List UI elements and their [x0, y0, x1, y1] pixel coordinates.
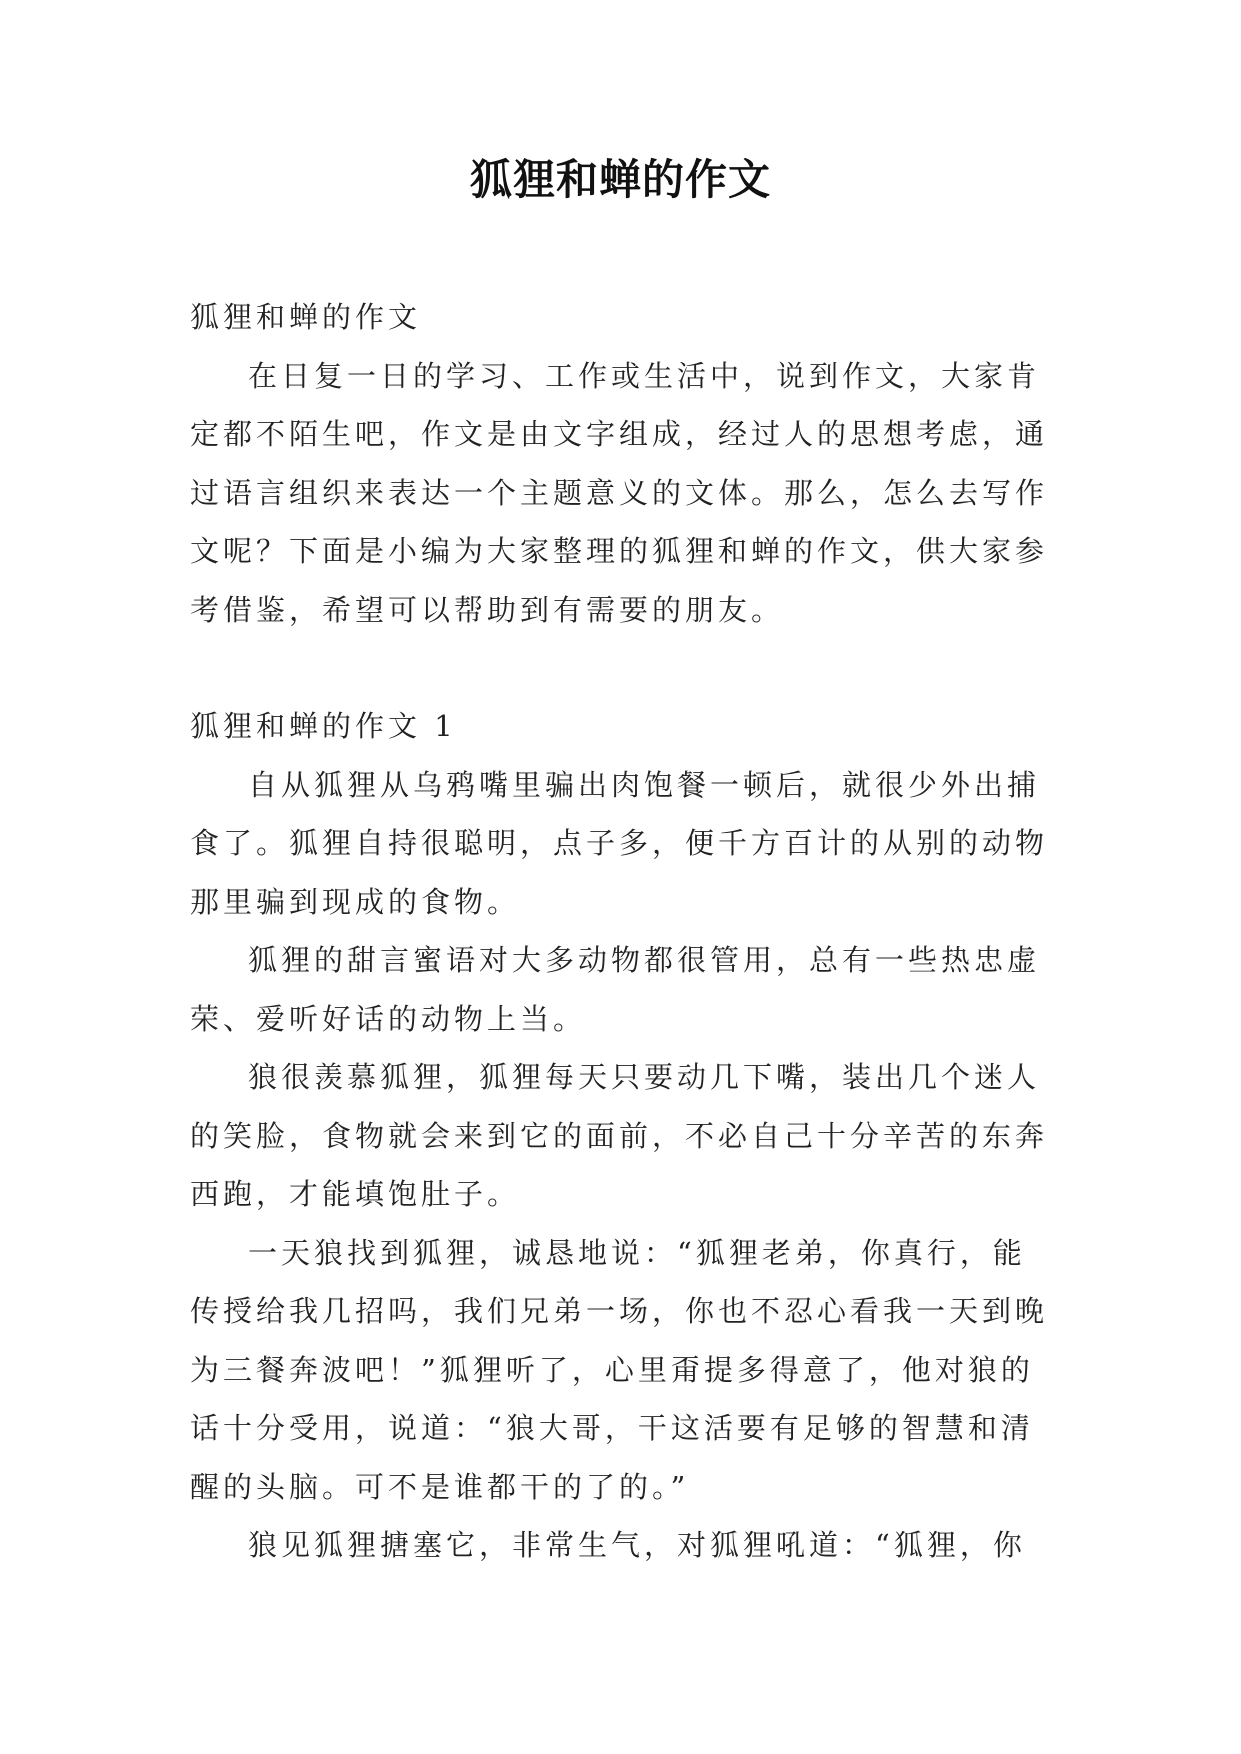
document-title: 狐狸和蝉的作文 [469, 155, 771, 204]
document-body [190, 288, 1050, 1575]
body-paragraph-5: 狼见狐狸搪塞它，非常生气，对狐狸吼道：“狐狸，你 [248, 1528, 1026, 1562]
intro-paragraph: 在日复一日的学习、工作或生活中，说到作文，大家肯定都不陌生吧，作文是由文字组成，经过人的思想考虑，通过语言组织来表达一个主题意义的文体。那么，怎么去写作文呢？下面是小编为大家整理的狐狸和蝉的作文，供大家参考借鉴，希望可以帮助到有需要的朋友。 [190, 358, 1049, 627]
body-paragraph-1: 自从狐狸从乌鸦嘴里骗出肉饱餐一顿后，就很少外出捕食了。狐狸自持很聪明，点子多，便千方百计的从别的动物那里骗到现成的食物。 [190, 767, 1049, 919]
body-paragraph-2: 狐狸的甜言蜜语对大多动物都很管用，总有一些热忠虚荣、爱听好话的动物上当。 [190, 943, 1041, 1036]
body-paragraph-3: 狼很羡慕狐狸，狐狸每天只要动几下嘴，装出几个迷人的笑脸，食物就会来到它的面前，不必自己十分辛苦的东奔西跑，才能填饱肚子。 [190, 1060, 1049, 1211]
section-heading: 狐狸和蝉的作文 1 [190, 709, 457, 743]
body-paragraph-4: 一天狼找到狐狸，诚恳地说：“狐狸老弟，你真行，能传授给我几招吗，我们兄弟一场，你也不忍心看我一天到晚为三餐奔波吧！”狐狸听了，心里甭提多得意了，他对狼的话十分受用，说道：“狼大哥，干这活要有足够的智慧和清醒的头脑。可不是谁都干的了的。” [190, 1235, 1049, 1504]
document-subtitle: 狐狸和蝉的作文 [190, 300, 422, 334]
section-spacer [190, 639, 1050, 697]
